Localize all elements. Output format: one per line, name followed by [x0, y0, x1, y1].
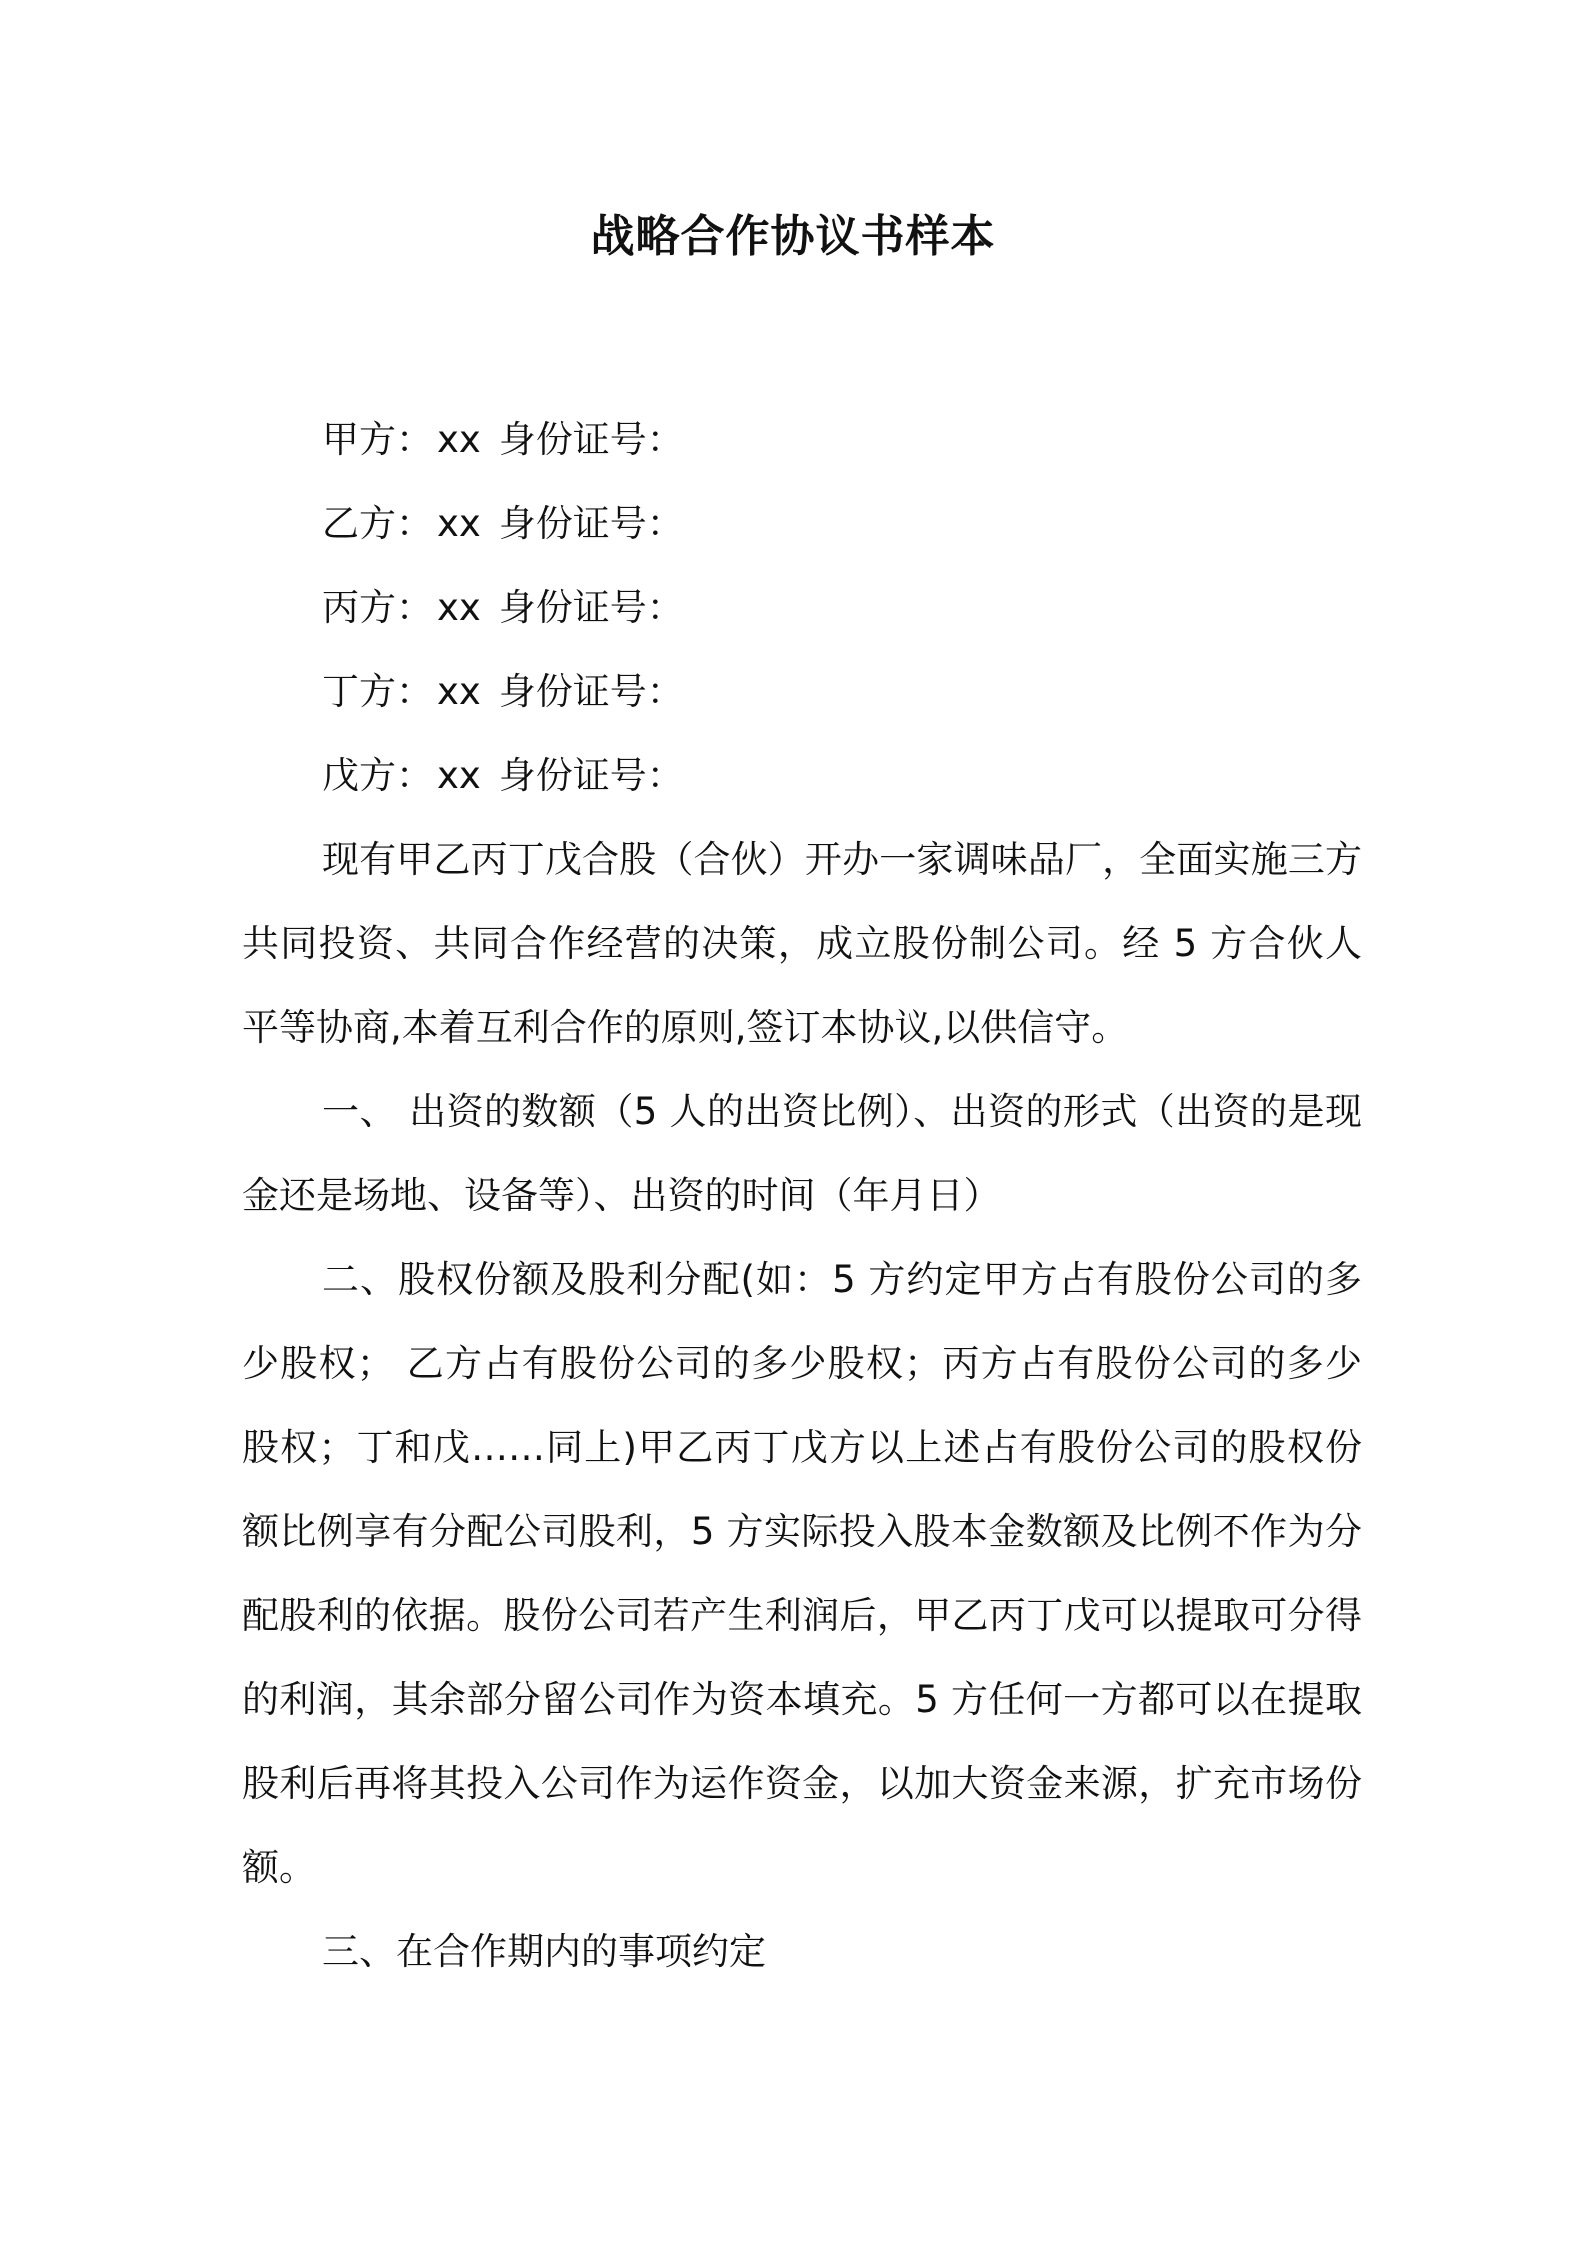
id-label: 身份证号： — [498, 586, 684, 629]
party-name: 丁方 — [322, 670, 396, 713]
party-line-ding — [242, 650, 1362, 734]
section-1-paragraph: 一、 出资的数额（5 人的出资比例）、出资的形式（出资的是现金还是场地、设备等）、出资的时间（年月日） — [242, 1090, 1362, 1217]
party-line-jia — [242, 398, 1362, 482]
colon: ： — [396, 670, 433, 713]
party-value: xx — [437, 754, 481, 797]
party-value: xx — [437, 586, 481, 629]
id-label: 身份证号： — [498, 754, 684, 797]
id-label: 身份证号： — [498, 670, 684, 713]
colon: ： — [396, 502, 433, 545]
party-name: 甲方 — [322, 418, 396, 461]
colon: ： — [396, 754, 433, 797]
party-line-wu — [242, 734, 1362, 818]
colon: ： — [396, 418, 433, 461]
party-line-yi — [242, 482, 1362, 566]
intro-paragraph: 现有甲乙丙丁戊合股（合伙）开办一家调味品厂，全面实施三方共同投资、共同合作经营的决策，成立股份制公司。经 5 方合伙人平等协商,本着互利合作的原则,签订本协议,以供信守。 — [242, 838, 1362, 1049]
section-3-heading: 三、在合作期内的事项约定 — [322, 1930, 766, 1973]
party-name: 戊方 — [322, 754, 396, 797]
document-body — [242, 398, 1362, 1994]
party-list — [242, 398, 1362, 818]
colon: ： — [396, 586, 433, 629]
document-title: 战略合作协议书样本 — [590, 211, 996, 262]
party-value: xx — [437, 502, 481, 545]
section-2-paragraph: 二、股权份额及股利分配(如：5 方约定甲方占有股份公司的多少股权； 乙方占有股份公司的多少股权；丙方占有股份公司的多少股权；丁和戊……同上)甲乙丙丁戊方以上述占有股份公司的股权份额比例享有分配公司股利，5 方实际投入股本金数额及比例不作为分配股利的依据。股份公司若产生利润后，甲乙丙丁戊可以提取可分得的利润，其余部分留公司作为资本填充。5 方任何一方都可以在提取股利后再将其投入公司作为运作资金，以加大资金来源，扩充市场份额。 — [242, 1258, 1362, 1889]
party-value: xx — [437, 418, 481, 461]
party-value: xx — [437, 670, 481, 713]
party-name: 乙方 — [322, 502, 396, 545]
id-label: 身份证号： — [498, 502, 684, 545]
party-name: 丙方 — [322, 586, 396, 629]
party-line-bing — [242, 566, 1362, 650]
id-label: 身份证号： — [498, 418, 684, 461]
